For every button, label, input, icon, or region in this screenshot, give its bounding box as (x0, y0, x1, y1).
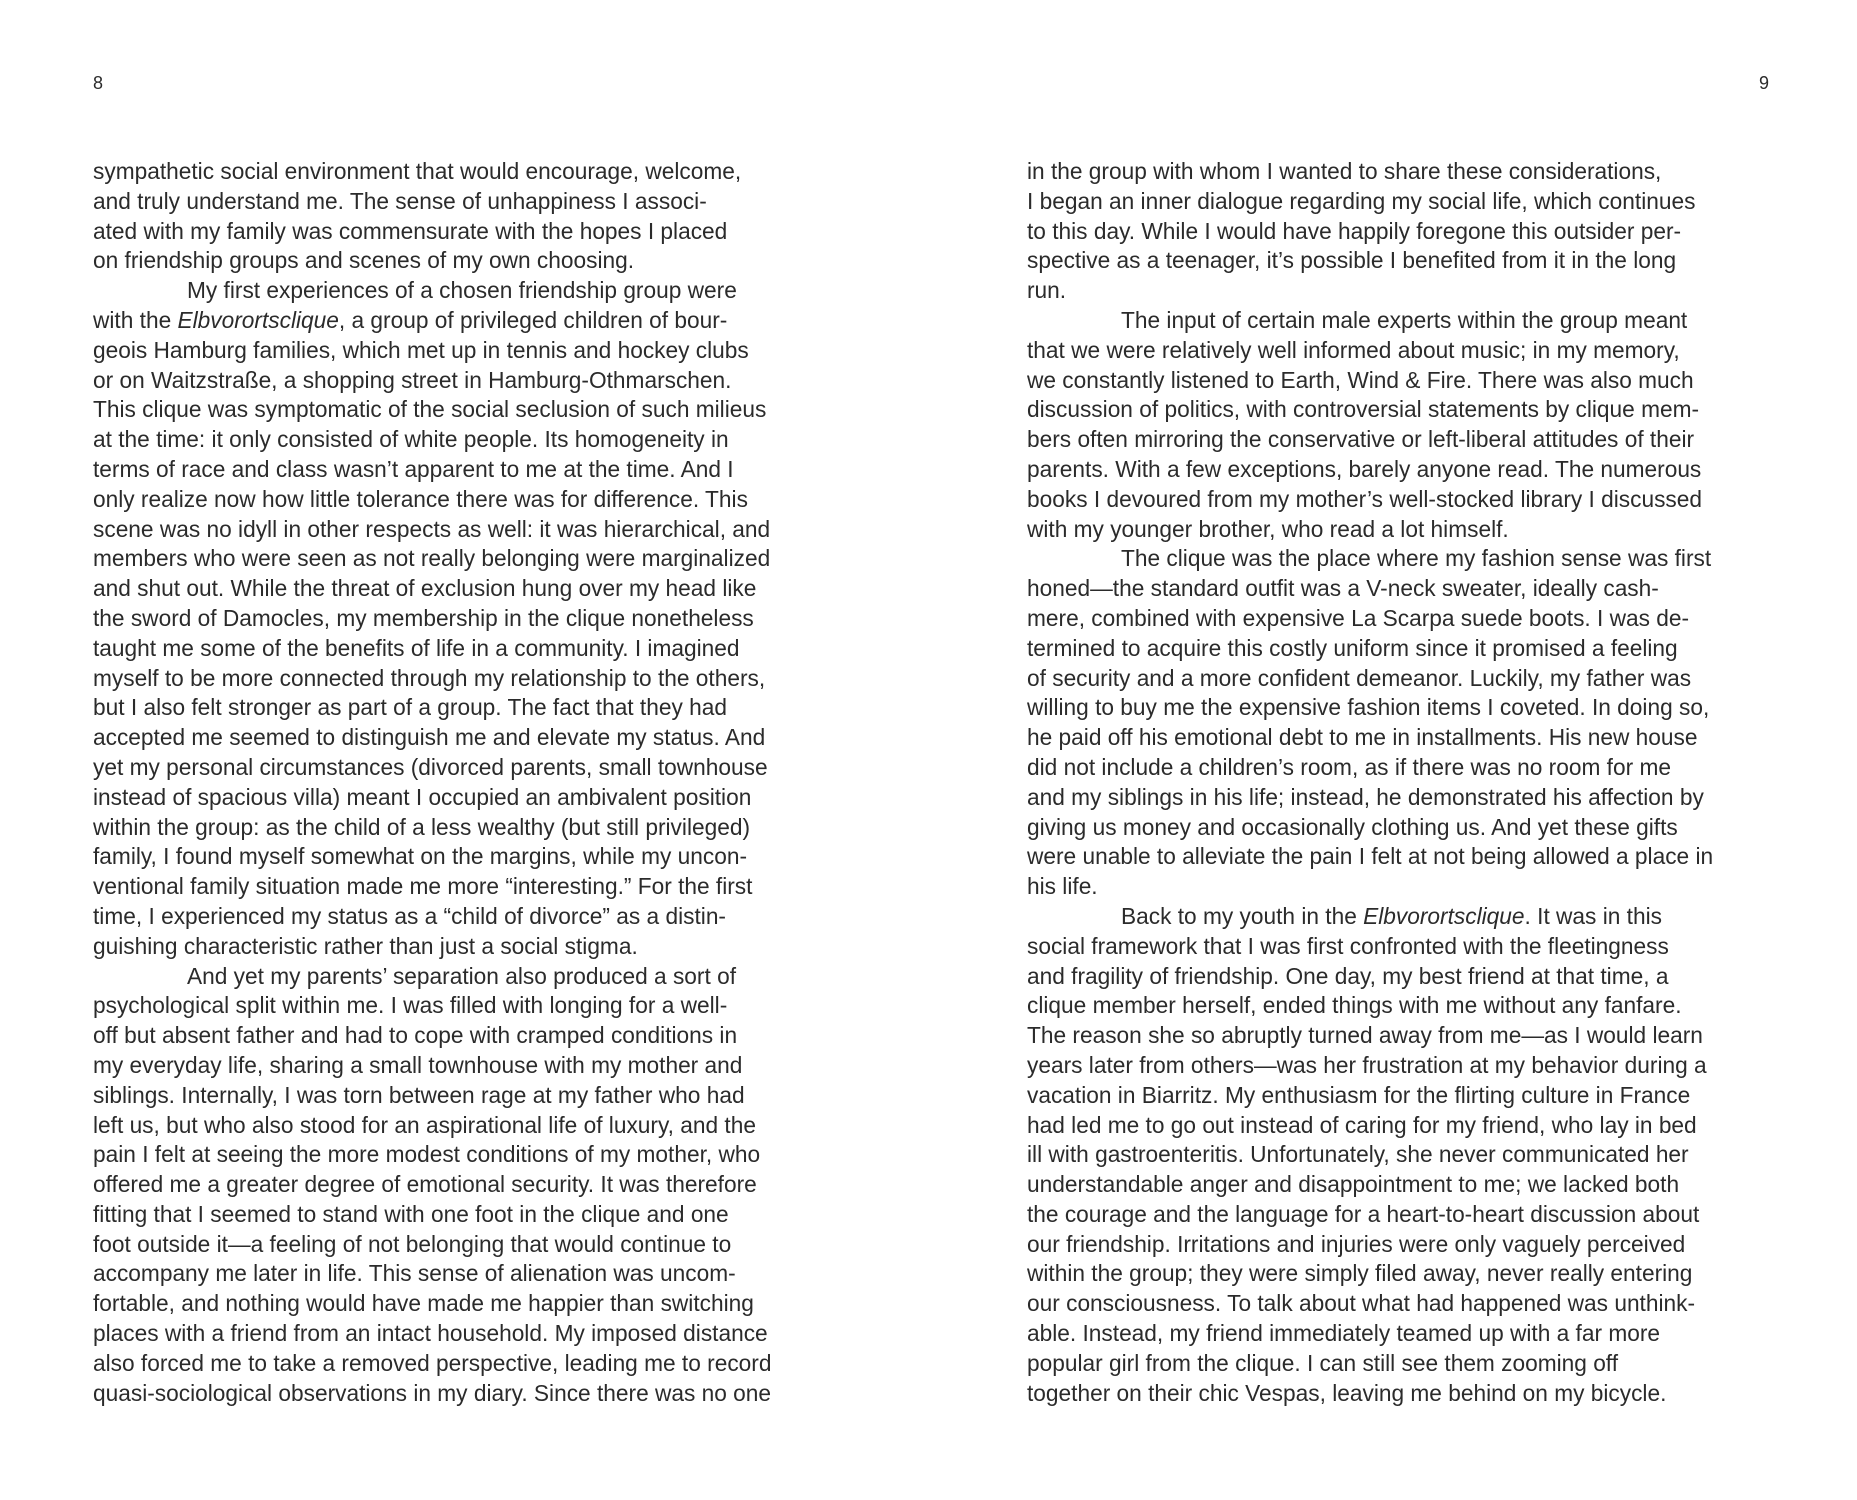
text-line: understandable anger and disappointment to me; we lacked both (1027, 1171, 1680, 1198)
text-line: my everyday life, sharing a small townhouse with my mother and (93, 1051, 743, 1078)
text-line: instead of spacious villa) meant I occupied an ambivalent position (93, 783, 752, 810)
text-line: accompany me later in life. This sense of alienation was uncom- (93, 1260, 736, 1287)
right-page (928, 0, 1857, 1500)
text-line: terms of race and class wasn’t apparent to me at the time. And I (93, 455, 734, 482)
text-segment: with the (93, 306, 178, 333)
text-line: together on their chic Vespas, leaving me behind on my bicycle. (1027, 1379, 1667, 1406)
body-text (1027, 157, 1787, 1408)
text-line: quasi-sociological observations in my diary. Since there was no one (93, 1379, 772, 1406)
body-text (93, 157, 853, 1408)
text-line: books I devoured from my mother’s well-stocked library I discussed (1027, 485, 1703, 512)
text-line: to this day. While I would have happily foregone this outsider per- (1027, 217, 1682, 244)
text-line: discussion of politics, with controversial statements by clique mem- (1027, 396, 1700, 423)
text-line: time, I experienced my status as a “child of divorce” as a distin- (93, 902, 726, 929)
text-line: yet my personal circumstances (divorced parents, small townhouse (93, 753, 768, 780)
text-line: clique member herself, ended things with me without any fanfare. (1027, 992, 1682, 1019)
text-line: giving us money and occasionally clothing us. And yet these gifts (1027, 813, 1678, 840)
page-number: 9 (1758, 73, 1769, 93)
text-line: foot outside it—a feeling of not belonging that would continue to (93, 1230, 732, 1257)
text-line: fitting that I seemed to stand with one foot in the clique and one (93, 1200, 729, 1227)
text-line: And yet my parents’ separation also produced a sort of (187, 962, 737, 989)
text-line: accepted me seemed to distinguish me and elevate my status. And (93, 724, 766, 751)
text-line: pain I felt at seeing the more modest conditions of my mother, who (93, 1141, 761, 1168)
text-line: taught me some of the benefits of life in a community. I imagined (93, 634, 740, 661)
text-line: within the group: as the child of a less wealthy (but still privileged) (93, 813, 751, 840)
text-line: scene was no idyll in other respects as well: it was hierarchical, and (93, 515, 771, 542)
text-line: The clique was the place where my fashion sense was first (1121, 545, 1712, 572)
text-segment: . It was in this (1524, 902, 1662, 929)
text-line: our consciousness. To talk about what had happened was unthink- (1027, 1290, 1696, 1317)
text-line: at the time: it only consisted of white people. Its homogeneity in (93, 426, 729, 453)
text-line: members who were seen as not really belonging were marginalized (93, 545, 771, 572)
left-page (0, 0, 928, 1500)
text-line: social framework that I was first confronted with the fleetingness (1027, 932, 1669, 959)
text-line: offered me a greater degree of emotional security. It was therefore (93, 1171, 757, 1198)
text-line: that we were relatively well informed about music; in my memory, (1027, 336, 1680, 363)
text-line: he paid off his emotional debt to me in installments. His new house (1027, 724, 1698, 751)
text-line: and fragility of friendship. One day, my best friend at that time, a (1027, 962, 1669, 989)
text-line: termined to acquire this costly uniform since it promised a feeling (1027, 634, 1678, 661)
text-line: parents. With a few exceptions, barely anyone read. The numerous (1027, 455, 1702, 482)
text-line: or on Waitzstraße, a shopping street in Hamburg-Othmarschen. (93, 366, 732, 393)
text-line: I began an inner dialogue regarding my social life, which continues (1027, 187, 1696, 214)
text-segment: Back to my youth in the (1121, 902, 1364, 929)
text-line: mere, combined with expensive La Scarpa suede boots. I was de- (1027, 604, 1690, 631)
text-line: guishing characteristic rather than just a social stigma. (93, 932, 638, 959)
text-line: able. Instead, my friend immediately teamed up with a far more (1027, 1320, 1661, 1347)
text-line: years later from others—was her frustration at my behavior during a (1027, 1051, 1707, 1078)
text-line: within the group; they were simply filed away, never really entering (1027, 1260, 1693, 1287)
text-segment: , a group of privileged children of bour- (338, 306, 728, 333)
text-line: of security and a more confident demeanor. Luckily, my father was (1027, 664, 1692, 691)
text-line: also forced me to take a removed perspective, leading me to record (93, 1349, 772, 1376)
text-line: we constantly listened to Earth, Wind & Fire. There was also much (1027, 366, 1694, 393)
text-line: My first experiences of a chosen friendship group were (187, 277, 737, 304)
text-line: his life. (1027, 873, 1098, 900)
text-line: on friendship groups and scenes of my own choosing. (93, 247, 635, 274)
text-line: our friendship. Irritations and injuries were only vaguely perceived (1027, 1230, 1686, 1257)
text-line: run. (1027, 277, 1067, 304)
text-line: ated with my family was commensurate with the hopes I placed (93, 217, 728, 244)
text-line: geois Hamburg families, which met up in tennis and hockey clubs (93, 336, 749, 363)
text-line: and my siblings in his life; instead, he demonstrated his affection by (1027, 783, 1704, 810)
italic-term: Elbvorortsclique (1363, 902, 1525, 929)
text-line: left us, but who also stood for an aspirational life of luxury, and the (93, 1111, 756, 1138)
text-line: but I also felt stronger as part of a group. The fact that they had (93, 694, 727, 721)
text-line: ill with gastroenteritis. Unfortunately, she never communicated her (1027, 1141, 1689, 1168)
text-line: myself to be more connected through my relationship to the others, (93, 664, 766, 691)
text-line: family, I found myself somewhat on the margins, while my uncon- (93, 843, 748, 870)
text-line: with my younger brother, who read a lot himself. (1027, 515, 1509, 542)
text-line: only realize now how little tolerance there was for difference. This (93, 485, 748, 512)
text-line: siblings. Internally, I was torn between rage at my father who had (93, 1081, 745, 1108)
text-line: bers often mirroring the conservative or left-liberal attitudes of their (1027, 426, 1695, 453)
text-line: and shut out. While the threat of exclusion hung over my head like (93, 575, 757, 602)
text-line (93, 306, 853, 336)
text-line: honed—the standard outfit was a V-neck sweater, ideally cash- (1027, 575, 1659, 602)
text-line: places with a friend from an intact household. My imposed distance (93, 1320, 768, 1347)
text-line: and truly understand me. The sense of unhappiness I associ- (93, 187, 707, 214)
text-line: did not include a children’s room, as if there was no room for me (1027, 753, 1671, 780)
page-number: 8 (93, 73, 104, 93)
text-line: spective as a teenager, it’s possible I benefited from it in the long (1027, 247, 1677, 274)
text-line (1027, 902, 1787, 932)
italic-term: Elbvorortsclique (177, 306, 339, 333)
text-line: the courage and the language for a heart-to-heart discussion about (1027, 1200, 1700, 1227)
text-line: were unable to alleviate the pain I felt at not being allowed a place in (1027, 843, 1714, 870)
text-line: psychological split within me. I was filled with longing for a well- (93, 992, 728, 1019)
text-line: fortable, and nothing would have made me happier than switching (93, 1290, 754, 1317)
text-line: off but absent father and had to cope with cramped conditions in (93, 1022, 738, 1049)
text-line: willing to buy me the expensive fashion items I coveted. In doing so, (1027, 694, 1710, 721)
text-line: This clique was symptomatic of the social seclusion of such milieus (93, 396, 767, 423)
text-line: in the group with whom I wanted to share these considerations, (1027, 158, 1662, 184)
text-line: popular girl from the clique. I can still see them zooming off (1027, 1349, 1619, 1376)
text-line: The reason she so abruptly turned away from me—as I would learn (1027, 1022, 1703, 1049)
text-line: ventional family situation made me more “interesting.” For the first (93, 873, 753, 900)
text-line: The input of certain male experts within the group meant (1121, 306, 1688, 333)
text-line: vacation in Biarritz. My enthusiasm for the flirting culture in France (1027, 1081, 1691, 1108)
text-line: sympathetic social environment that would encourage, welcome, (93, 158, 742, 184)
text-line: had led me to go out instead of caring for my friend, who lay in bed (1027, 1111, 1697, 1138)
text-line: the sword of Damocles, my membership in the clique nonetheless (93, 604, 754, 631)
